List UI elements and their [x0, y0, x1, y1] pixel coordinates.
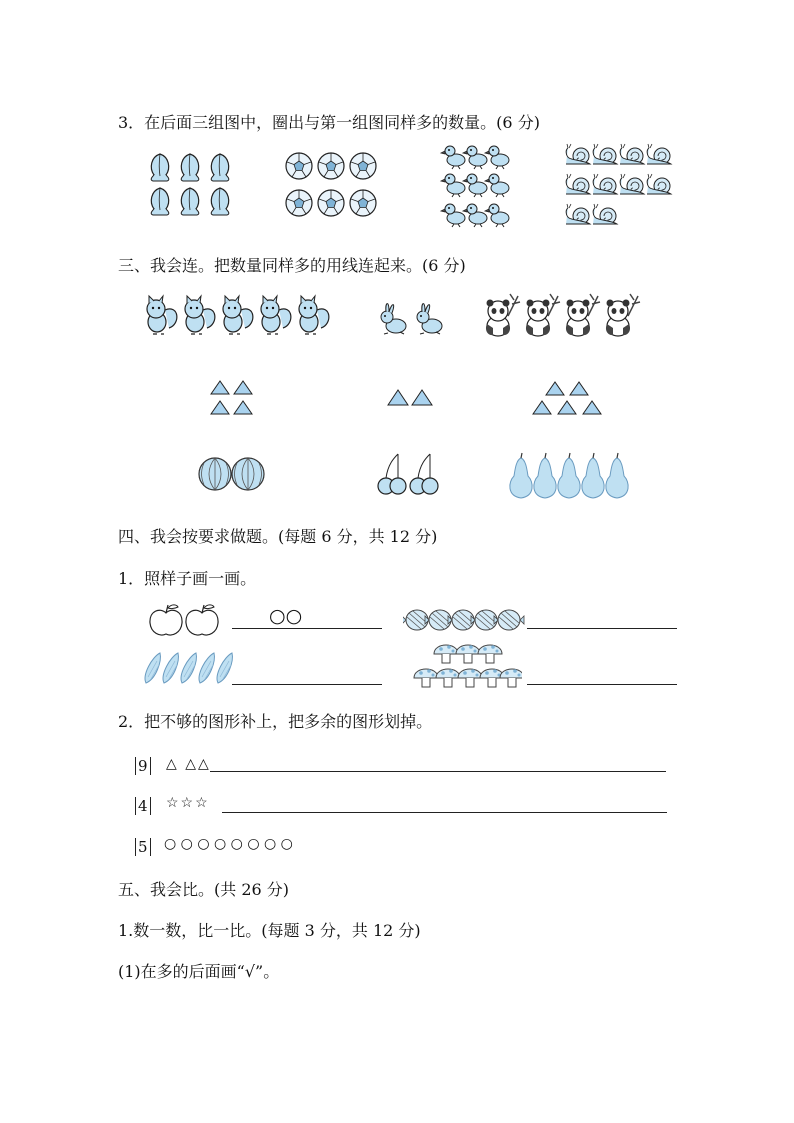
section-4-q2: 2．把不够的图形补上，把多余的图形划掉。 — [118, 712, 433, 731]
row-1-number: 9 — [135, 757, 151, 775]
section-4-q1: 1．照样子画一画。 — [118, 569, 257, 588]
panda-group-image — [480, 288, 650, 344]
snail-group-image — [563, 142, 675, 234]
row-3-shapes: ○ ○ ○ ○ ○ ○ ○ ○ — [164, 836, 293, 852]
row-1-shapes: △ △△ — [166, 756, 211, 772]
row-1-answer-line[interactable] — [210, 771, 666, 772]
rabbit-group-image — [372, 292, 452, 340]
section-5-q1-part1: (1)在多的后面画“√”。 — [118, 962, 280, 981]
mushroom-answer-line[interactable] — [527, 684, 677, 685]
triangles-5-image — [530, 378, 606, 418]
corn-group-image — [138, 651, 238, 687]
section-4-title: 四、我会按要求做题。(每题 6 分，共 12 分) — [118, 527, 438, 546]
row-2-answer-line[interactable] — [222, 812, 667, 813]
duck-group-image — [437, 142, 519, 234]
candy-answer-line[interactable] — [527, 628, 677, 629]
candy-group-image — [403, 604, 527, 636]
row-3-number: 5 — [135, 838, 151, 856]
mushroom-group-image — [412, 642, 522, 692]
section-5-title: 五、我会比。(共 26 分) — [118, 880, 290, 899]
section-3-title: 三、我会连。把数量同样多的用线连起来。(6 分) — [118, 256, 466, 275]
cherry-group-image — [372, 448, 448, 500]
row-2-number: 4 — [135, 797, 151, 815]
pear-group-image — [505, 452, 641, 502]
squirrel-group-image — [137, 288, 337, 344]
sample-answer-line — [232, 628, 382, 629]
melon-group-image — [196, 454, 270, 494]
sample-answer-circles: ○○ — [269, 605, 303, 627]
peach-group-image — [140, 148, 252, 220]
apple-sample-image — [148, 600, 220, 638]
triangles-4-image — [207, 378, 257, 418]
football-group-image — [283, 148, 383, 224]
row-2-shapes: ☆☆☆ — [166, 795, 210, 811]
corn-answer-line[interactable] — [232, 684, 382, 685]
q3-title: 3．在后面三组图中，圈出与第一组图同样多的数量。(6 分) — [118, 113, 540, 132]
triangles-2-image — [385, 386, 435, 408]
section-5-q1: 1.数一数，比一比。(每题 3 分，共 12 分) — [118, 921, 421, 940]
